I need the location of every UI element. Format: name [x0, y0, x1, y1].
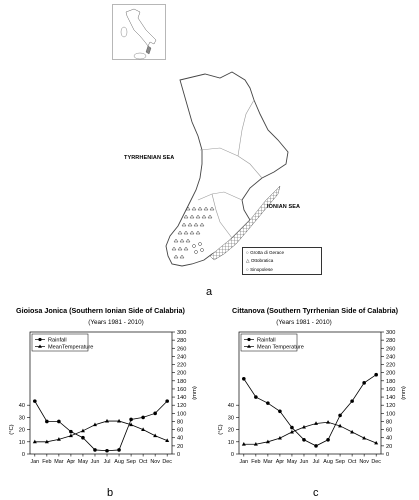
- temperature-point: [117, 419, 121, 423]
- temperature-point: [105, 419, 109, 423]
- tyrrhenian-sea-label: TYRRHENIAN SEA: [124, 155, 175, 161]
- rainfall-point: [338, 414, 342, 418]
- chart-c-subtitle: (Years 1981 - 2010): [276, 319, 332, 326]
- chart-legend: [241, 334, 304, 351]
- right-tick-label: 60: [177, 427, 184, 434]
- chart-legend: [32, 334, 93, 351]
- rainfall-point: [290, 426, 294, 430]
- right-tick-label: 160: [386, 386, 396, 393]
- rainfall-point: [266, 401, 270, 405]
- x-tick-label: Jul: [312, 459, 320, 465]
- rainfall-point: [117, 448, 121, 452]
- temperature-point: [326, 420, 330, 424]
- temperature-line: [244, 422, 376, 444]
- circle-open-icon: ○: [246, 250, 249, 255]
- legend-label: Sinopolese: [250, 266, 273, 272]
- rainfall-point: [302, 438, 306, 442]
- x-tick-label: Mar: [263, 459, 273, 465]
- left-tick-label: 10: [227, 439, 234, 446]
- x-tick-label: Mar: [54, 459, 64, 465]
- right-tick-label: 300: [386, 330, 396, 336]
- left-tick-label: 20: [18, 427, 25, 434]
- right-tick-label: 240: [177, 354, 187, 361]
- rainfall-point: [93, 448, 97, 452]
- right-tick-label: 300: [177, 330, 187, 336]
- x-tick-label: Dec: [162, 459, 172, 465]
- legend-item-grotta: [246, 249, 318, 257]
- right-tick-label: 80: [177, 419, 184, 426]
- left-tick-label: 40: [227, 403, 234, 410]
- rainfall-point: [374, 373, 378, 377]
- rainfall-point: [81, 436, 85, 440]
- left-tick-label: 0: [230, 452, 234, 458]
- rainfall-point: [350, 399, 354, 403]
- right-tick-label: 280: [386, 338, 396, 345]
- rainfall-point: [45, 420, 49, 424]
- right-tick-label: 60: [386, 427, 393, 434]
- x-tick-label: Sep: [335, 459, 345, 465]
- right-tick-label: 140: [386, 395, 396, 402]
- left-axis-label: (°C): [9, 424, 15, 435]
- rainfall-point: [69, 430, 73, 434]
- legend-circle-icon: [38, 338, 41, 341]
- right-tick-label: 80: [386, 419, 393, 426]
- right-tick-label: 180: [177, 378, 187, 385]
- left-tick-label: 20: [227, 427, 234, 434]
- legend-label: Mean Temperature: [257, 344, 304, 351]
- rainfall-point: [153, 412, 157, 416]
- rainfall-point: [165, 399, 169, 403]
- right-tick-label: 120: [177, 403, 187, 410]
- circle-open-icon: ○: [246, 266, 249, 272]
- rainfall-point: [141, 416, 145, 420]
- right-tick-label: 40: [386, 435, 393, 442]
- x-tick-label: Jul: [103, 459, 111, 465]
- x-tick-label: Oct: [138, 459, 148, 465]
- right-tick-label: 100: [177, 411, 187, 418]
- temperature-line: [35, 421, 167, 442]
- left-tick-label: 0: [21, 452, 25, 458]
- panel-letter-b: b: [107, 487, 114, 499]
- right-tick-label: 20: [177, 443, 184, 450]
- rainfall-line: [244, 375, 376, 446]
- panel-letter-a: a: [206, 286, 213, 298]
- right-tick-label: 140: [177, 395, 187, 402]
- x-tick-label: Nov: [359, 459, 369, 465]
- right-tick-label: 0: [177, 452, 181, 458]
- x-tick-label: Jan: [239, 459, 249, 465]
- rainfall-point: [314, 444, 318, 448]
- right-tick-label: 260: [386, 346, 396, 353]
- rainfall-point: [129, 418, 133, 422]
- x-tick-label: Oct: [347, 459, 357, 465]
- x-tick-label: Feb: [251, 459, 261, 465]
- right-tick-label: 0: [386, 452, 390, 458]
- legend-item-ottobratica: [246, 257, 318, 265]
- right-tick-label: 160: [177, 386, 187, 393]
- x-tick-label: Apr: [66, 459, 76, 465]
- chart-b-title: Gioiosa Jonica (Southern Ionian Side of Calabria): [16, 306, 185, 315]
- panel-letter-c: c: [313, 487, 319, 499]
- right-tick-label: 200: [386, 370, 396, 377]
- left-tick-label: 30: [227, 415, 234, 422]
- left-tick-label: 30: [18, 415, 25, 422]
- chart-c: [209, 326, 419, 476]
- rainfall-point: [254, 395, 258, 399]
- left-tick-label: 40: [18, 403, 25, 410]
- rainfall-point: [57, 420, 61, 424]
- x-tick-label: Apr: [275, 459, 285, 465]
- legend-circle-icon: [247, 338, 250, 341]
- right-tick-label: 100: [386, 411, 396, 418]
- legend-item-sinopolese: [246, 266, 318, 274]
- right-tick-label: 280: [177, 338, 187, 345]
- right-tick-label: 180: [386, 378, 396, 385]
- calabria-outline: [166, 72, 288, 266]
- legend-label: Ottobratica: [250, 258, 274, 264]
- right-tick-label: 260: [177, 346, 187, 353]
- legend-label: Grotta di Gerace: [250, 250, 285, 255]
- rainfall-point: [278, 410, 282, 414]
- rainfall-line: [35, 401, 167, 451]
- ionian-sea-label: IONIAN SEA: [267, 204, 301, 210]
- x-tick-label: Sep: [126, 459, 136, 465]
- left-tick-label: 10: [18, 439, 25, 446]
- rainfall-point: [33, 399, 37, 403]
- left-axis-label: (°C): [218, 424, 224, 435]
- right-tick-label: 200: [177, 370, 187, 377]
- right-tick-label: 240: [386, 354, 396, 361]
- legend-label: Rainfall: [48, 337, 67, 344]
- x-tick-label: May: [286, 459, 298, 465]
- legend-label: MeanTemperature: [48, 344, 94, 351]
- right-tick-label: 40: [177, 435, 184, 442]
- right-axis-label: (mm): [192, 386, 198, 400]
- right-tick-label: 220: [386, 362, 396, 369]
- right-tick-label: 120: [386, 403, 396, 410]
- rainfall-point: [362, 381, 366, 385]
- x-tick-label: Aug: [323, 459, 333, 465]
- italy-inset-map: [112, 4, 166, 60]
- x-tick-label: Jan: [30, 459, 40, 465]
- x-tick-label: Jun: [90, 459, 100, 465]
- chart-c-title: Cittanova (Southern Tyrrhenian Side of Calabria): [232, 306, 398, 315]
- x-tick-label: Jun: [299, 459, 309, 465]
- x-tick-label: May: [77, 459, 89, 465]
- rainfall-point: [242, 377, 246, 381]
- rainfall-point: [105, 449, 109, 453]
- triangle-open-icon: △: [246, 258, 250, 264]
- right-tick-label: 220: [177, 362, 187, 369]
- chart-b-subtitle: (Years 1981 - 2010): [88, 319, 144, 326]
- right-axis-label: (mm): [401, 386, 407, 400]
- x-tick-label: Feb: [42, 459, 52, 465]
- x-tick-label: Dec: [371, 459, 381, 465]
- chart-b: [0, 326, 210, 476]
- x-tick-label: Aug: [114, 459, 124, 465]
- legend-label: Rainfall: [257, 337, 276, 344]
- rainfall-point: [326, 438, 330, 442]
- x-tick-label: Nov: [150, 459, 160, 465]
- map-legend: [242, 247, 322, 275]
- right-tick-label: 20: [386, 443, 393, 450]
